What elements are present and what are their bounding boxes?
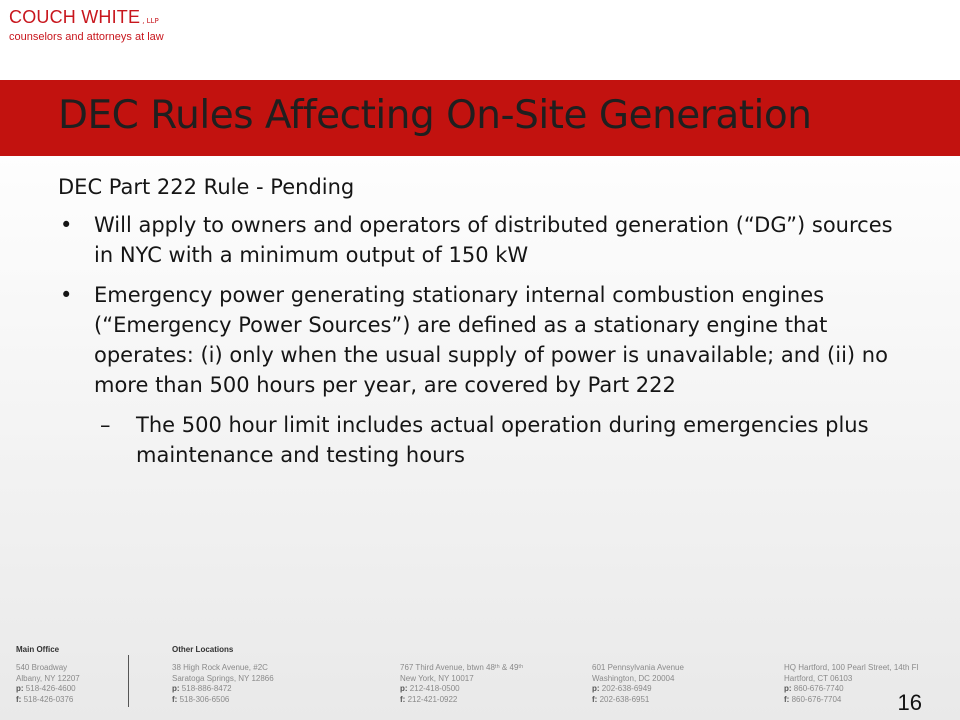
fax-label: f: <box>400 694 406 704</box>
office-phone: 518-426-4600 <box>25 684 76 693</box>
bullet-item <box>58 280 908 400</box>
office-albany <box>16 663 80 705</box>
office-fax-line <box>592 695 684 706</box>
fax-label: f: <box>784 694 790 704</box>
slide-title: DEC Rules Affecting On-Site Generation <box>58 93 812 138</box>
office-fax-line <box>16 695 80 706</box>
phone-label: p: <box>784 684 792 693</box>
phone-label: p: <box>16 684 24 693</box>
bullet-item <box>58 210 908 270</box>
office-fax-line <box>172 695 274 706</box>
slide-subhead: DEC Part 222 Rule - Pending <box>58 175 355 199</box>
office-fax-line <box>400 695 523 706</box>
phone-label: p: <box>592 684 600 693</box>
firm-suffix: , LLP <box>142 17 159 25</box>
office-fax: 202-638-6951 <box>599 694 650 704</box>
phone-label: p: <box>400 684 408 693</box>
fax-label: f: <box>172 694 178 704</box>
sub-bullet-marker: – <box>100 413 111 437</box>
sub-bullet-item <box>58 410 908 470</box>
office-saratoga <box>172 663 274 705</box>
firm-name: COUCH WHITE <box>9 7 141 27</box>
office-phone: 212-418-0500 <box>409 684 460 693</box>
office-address: HQ Hartford, 100 Pearl Street, 14th Fl <box>784 663 919 672</box>
main-office-label: Main Office <box>16 645 60 654</box>
office-address: 38 High Rock Avenue, #2C <box>172 663 268 672</box>
firm-name-line <box>9 7 164 28</box>
bullet-text: Will apply to owners and operators of distributed generation (“DG”) sources in NYC with a minimum output of 150 kW <box>94 213 893 267</box>
fax-label: f: <box>16 694 22 704</box>
office-city: Albany, NY 12207 <box>16 673 80 683</box>
office-new-york <box>400 663 523 705</box>
office-address: 767 Third Avenue, btwn 48ᵗʰ & 49ᵗʰ <box>400 663 524 672</box>
footer-divider <box>128 655 129 707</box>
phone-label: p: <box>172 684 180 693</box>
footer-offices <box>16 645 956 715</box>
office-phone: 518-886-8472 <box>181 684 232 693</box>
sub-bullet-text: The 500 hour limit includes actual operation during emergencies plus maintenance and testing hours <box>136 413 869 467</box>
office-phone-line <box>16 684 80 695</box>
other-locations-label: Other Locations <box>172 645 234 654</box>
firm-logo <box>9 7 164 43</box>
office-fax: 518-306-6506 <box>179 694 230 704</box>
office-phone: 860-676-7740 <box>793 684 844 693</box>
page-number: 16 <box>897 690 922 715</box>
office-address: 540 Broadway <box>16 663 68 672</box>
bullet-marker: • <box>60 213 73 237</box>
office-fax: 518-426-0376 <box>23 694 74 704</box>
slide-content <box>58 172 908 470</box>
office-city: Hartford, CT 06103 <box>784 673 853 683</box>
office-phone-line <box>400 684 523 695</box>
title-band <box>0 80 960 156</box>
office-fax: 212-421-0922 <box>407 694 458 704</box>
firm-tagline: counselors and attorneys at law <box>9 31 164 43</box>
office-phone-line <box>592 684 684 695</box>
office-city: Washington, DC 20004 <box>592 673 675 683</box>
office-washington <box>592 663 684 705</box>
office-city: New York, NY 10017 <box>400 673 474 683</box>
bullet-marker: • <box>60 283 73 307</box>
bullet-text: Emergency power generating stationary internal combustion engines (“Emergency Power Sources”) are defined as a stationary engine that operates: (i) only when the usual supply of power is unavailable; and (ii) no more than 500 hours per year, are covered by Part 222 <box>94 283 888 397</box>
office-phone-line <box>172 684 274 695</box>
office-address: 601 Pennsylvania Avenue <box>592 663 684 672</box>
fax-label: f: <box>592 694 598 704</box>
office-fax: 860-676-7704 <box>791 694 842 704</box>
office-city: Saratoga Springs, NY 12866 <box>172 673 274 683</box>
office-phone: 202-638-6949 <box>601 684 652 693</box>
